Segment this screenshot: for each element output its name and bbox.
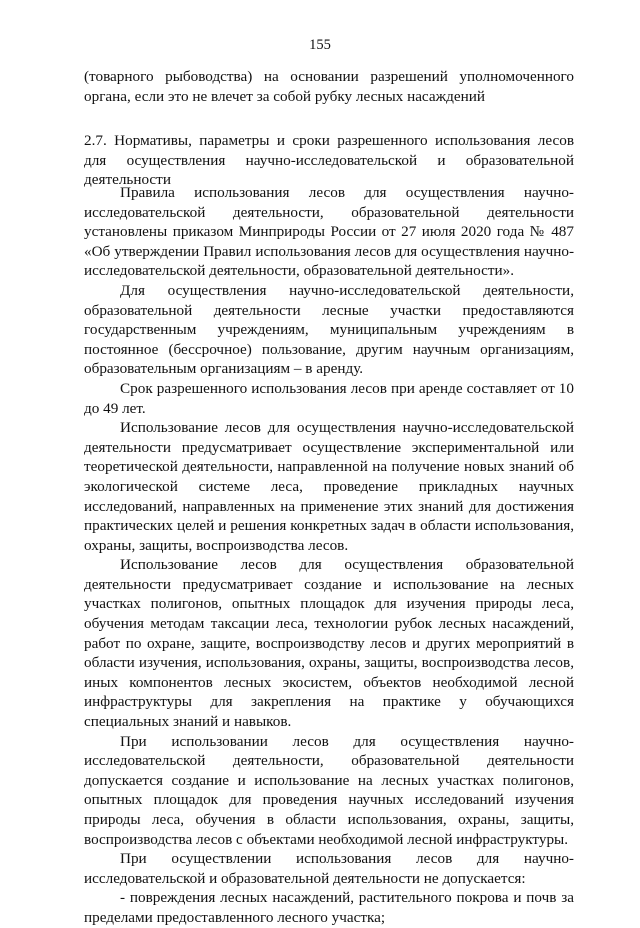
section-heading: 2.7. Нормативы, параметры и сроки разрешенного использования лесов для осуществления научно-исследовательской и образовательной деятельности <box>84 132 574 189</box>
paragraph: При использовании лесов для осуществления научно-исследовательской деятельности, образовательной деятельности допускается создание и использование на лесных участках полигонов, опытных площадок для проведения научных исследований изучения природы леса, обучения в области использования, охраны, защиты, воспроизводства лесов с объектами необходимой лесной инфраструктуры. <box>84 732 574 848</box>
paragraph: Для осуществления научно-исследовательской деятельности, образовательной деятельности лесные участки предоставляются государственным учреждениям, муниципальным учреждениям в постоянное (бессрочное) пользование, другим научным организациям, образовательным организациям – в аренду. <box>84 281 574 378</box>
section-heading-block <box>84 131 574 190</box>
intro-paragraph: (товарного рыбоводства) на основании разрешений уполномоченного органа, если это не влечет за собой рубку лесных насаждений <box>84 68 574 105</box>
paragraph: При осуществлении использования лесов для научно-исследовательской и образовательной деятельности не допускается: <box>84 850 574 887</box>
paragraph: Правила использования лесов для осуществления научно-исследовательской деятельности, образовательной деятельности установлены приказом Минприроды России от 27 июля 2020 года № 487 «Об утверждении Правил использования лесов для осуществления научно-исследовательской деятельности, образовательной деятельности». <box>84 184 574 280</box>
body-text <box>84 183 574 928</box>
list-item: - повреждения лесных насаждений, растительного покрова и почв за пределами предоставленного лесного участка; <box>84 889 574 926</box>
paragraph: Срок разрешенного использования лесов при аренде составляет от 10 до 49 лет. <box>84 379 574 417</box>
paragraph: Использование лесов для осуществления научно-исследовательской деятельности предусматривает осуществление экспериментальной или теоретической деятельности, направленной на получение новых знаний об экологической системе леса, проведение прикладных научных исследований, направленных на применение этих знаний для достижения практических целей и решения конкретных задач в области использования, охраны, защиты, воспроизводства лесов. <box>84 419 574 554</box>
intro-paragraph-block <box>84 67 574 106</box>
page-number: 155 <box>309 37 331 53</box>
paragraph: Использование лесов для осуществления образовательной деятельности предусматривает создание и использование на лесных участках полигонов, опытных площадок для изучения природы леса, обучения методам таксации леса, технологии рубок лесных насаждений, работ по охране, защите, воспроизводству лесов и других мероприятий в области изучения, использования, охраны, защиты, воспроизводства лесов, иных компонентов лесных экосистем, объектов необходимой лесной инфраструктуры для закрепления на практике у обучающихся специальных знаний и навыков. <box>84 556 574 731</box>
